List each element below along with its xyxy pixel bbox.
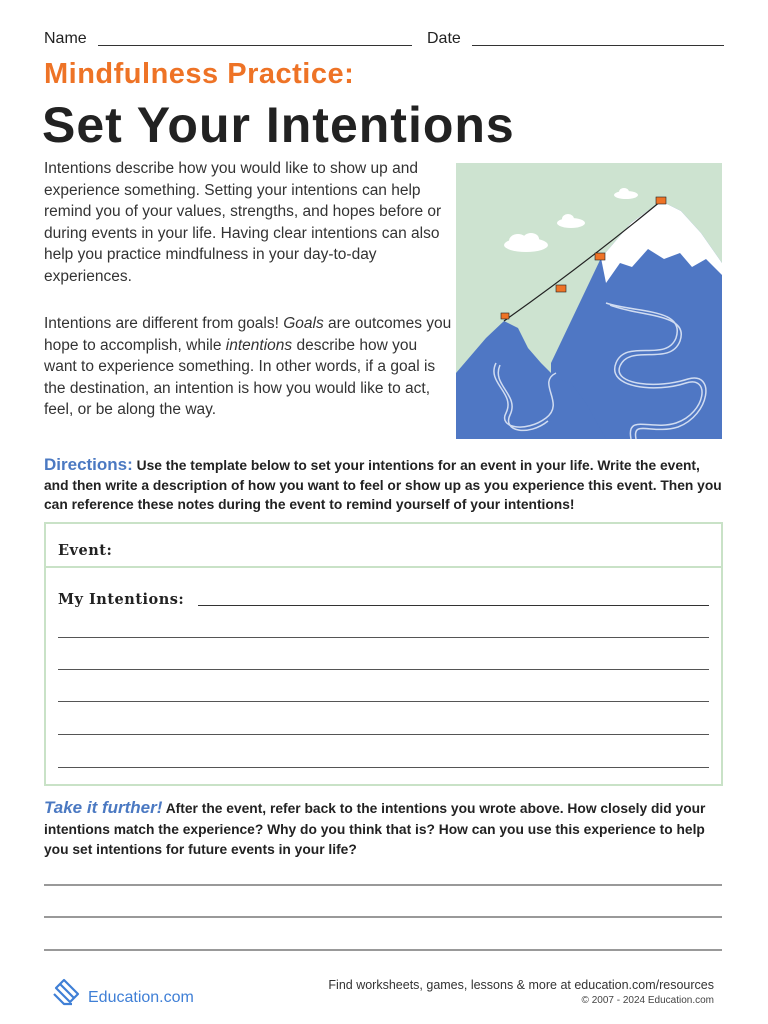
take-further-text: Take it further! After the event, refer back to the intentions you wrote above. How closely did your intentions match the experience? Why do you think that is? How can you use this experience to help you set intentions for future events in your life? [44,798,706,857]
writing-line[interactable] [58,734,709,735]
intentions-template-box [44,522,723,786]
answer-line[interactable] [44,916,722,918]
page-subtitle: Mindfulness Practice: [44,58,355,90]
mountain-gondola-illustration [456,163,722,439]
intentions-label: My Intentions: [58,591,185,608]
date-field[interactable] [472,45,724,46]
writing-line[interactable] [58,767,709,768]
answer-line[interactable] [44,884,722,886]
education-com-logo [52,972,212,1008]
answer-line[interactable] [44,949,722,951]
intro-paragraph-2: Intentions are different from goals! Goals are outcomes you hope to accomplish, while intentions describe how you want to experience something. In other words, if a goal is the destination, an intention is how you would like to act, feel, or be along the way. [44,315,452,418]
box-divider [46,566,721,568]
intentions-field[interactable] [198,605,709,606]
date-label: Date [427,30,461,47]
intro-paragraph-1: Intentions describe how you would like to show up and experience something. Setting your intentions can help remind you of your values, strengths, and hopes before or during events in your life. Having clear intentions can also help you practice mindfulness in your day-to-day experiences. [44,160,442,285]
footer-resources: Find worksheets, games, lessons & more at education.com/resources [328,978,714,992]
page-title: Set Your Intentions [42,97,515,153]
take-further-heading: Take it further! [44,798,163,817]
directions-text: Directions: Use the template below to set your intentions for an event in your life. Write the event, and then write a description of how you want to feel or show up as you experience this event. Then you can reference these notes during the event to remind yourself of your intentions! [44,455,722,512]
name-field[interactable] [98,45,412,46]
name-label: Name [44,30,87,47]
event-label: Event: [58,542,113,559]
education-com-logo-icon [52,974,84,1008]
footer-copyright: © 2007 - 2024 Education.com [581,995,714,1006]
name-date-header [44,30,724,50]
writing-line[interactable] [58,637,709,638]
footer-info [328,978,714,1006]
writing-line[interactable] [58,701,709,702]
footer-brand: Education.com [88,989,194,1006]
directions-heading: Directions: [44,455,133,474]
writing-line[interactable] [58,669,709,670]
